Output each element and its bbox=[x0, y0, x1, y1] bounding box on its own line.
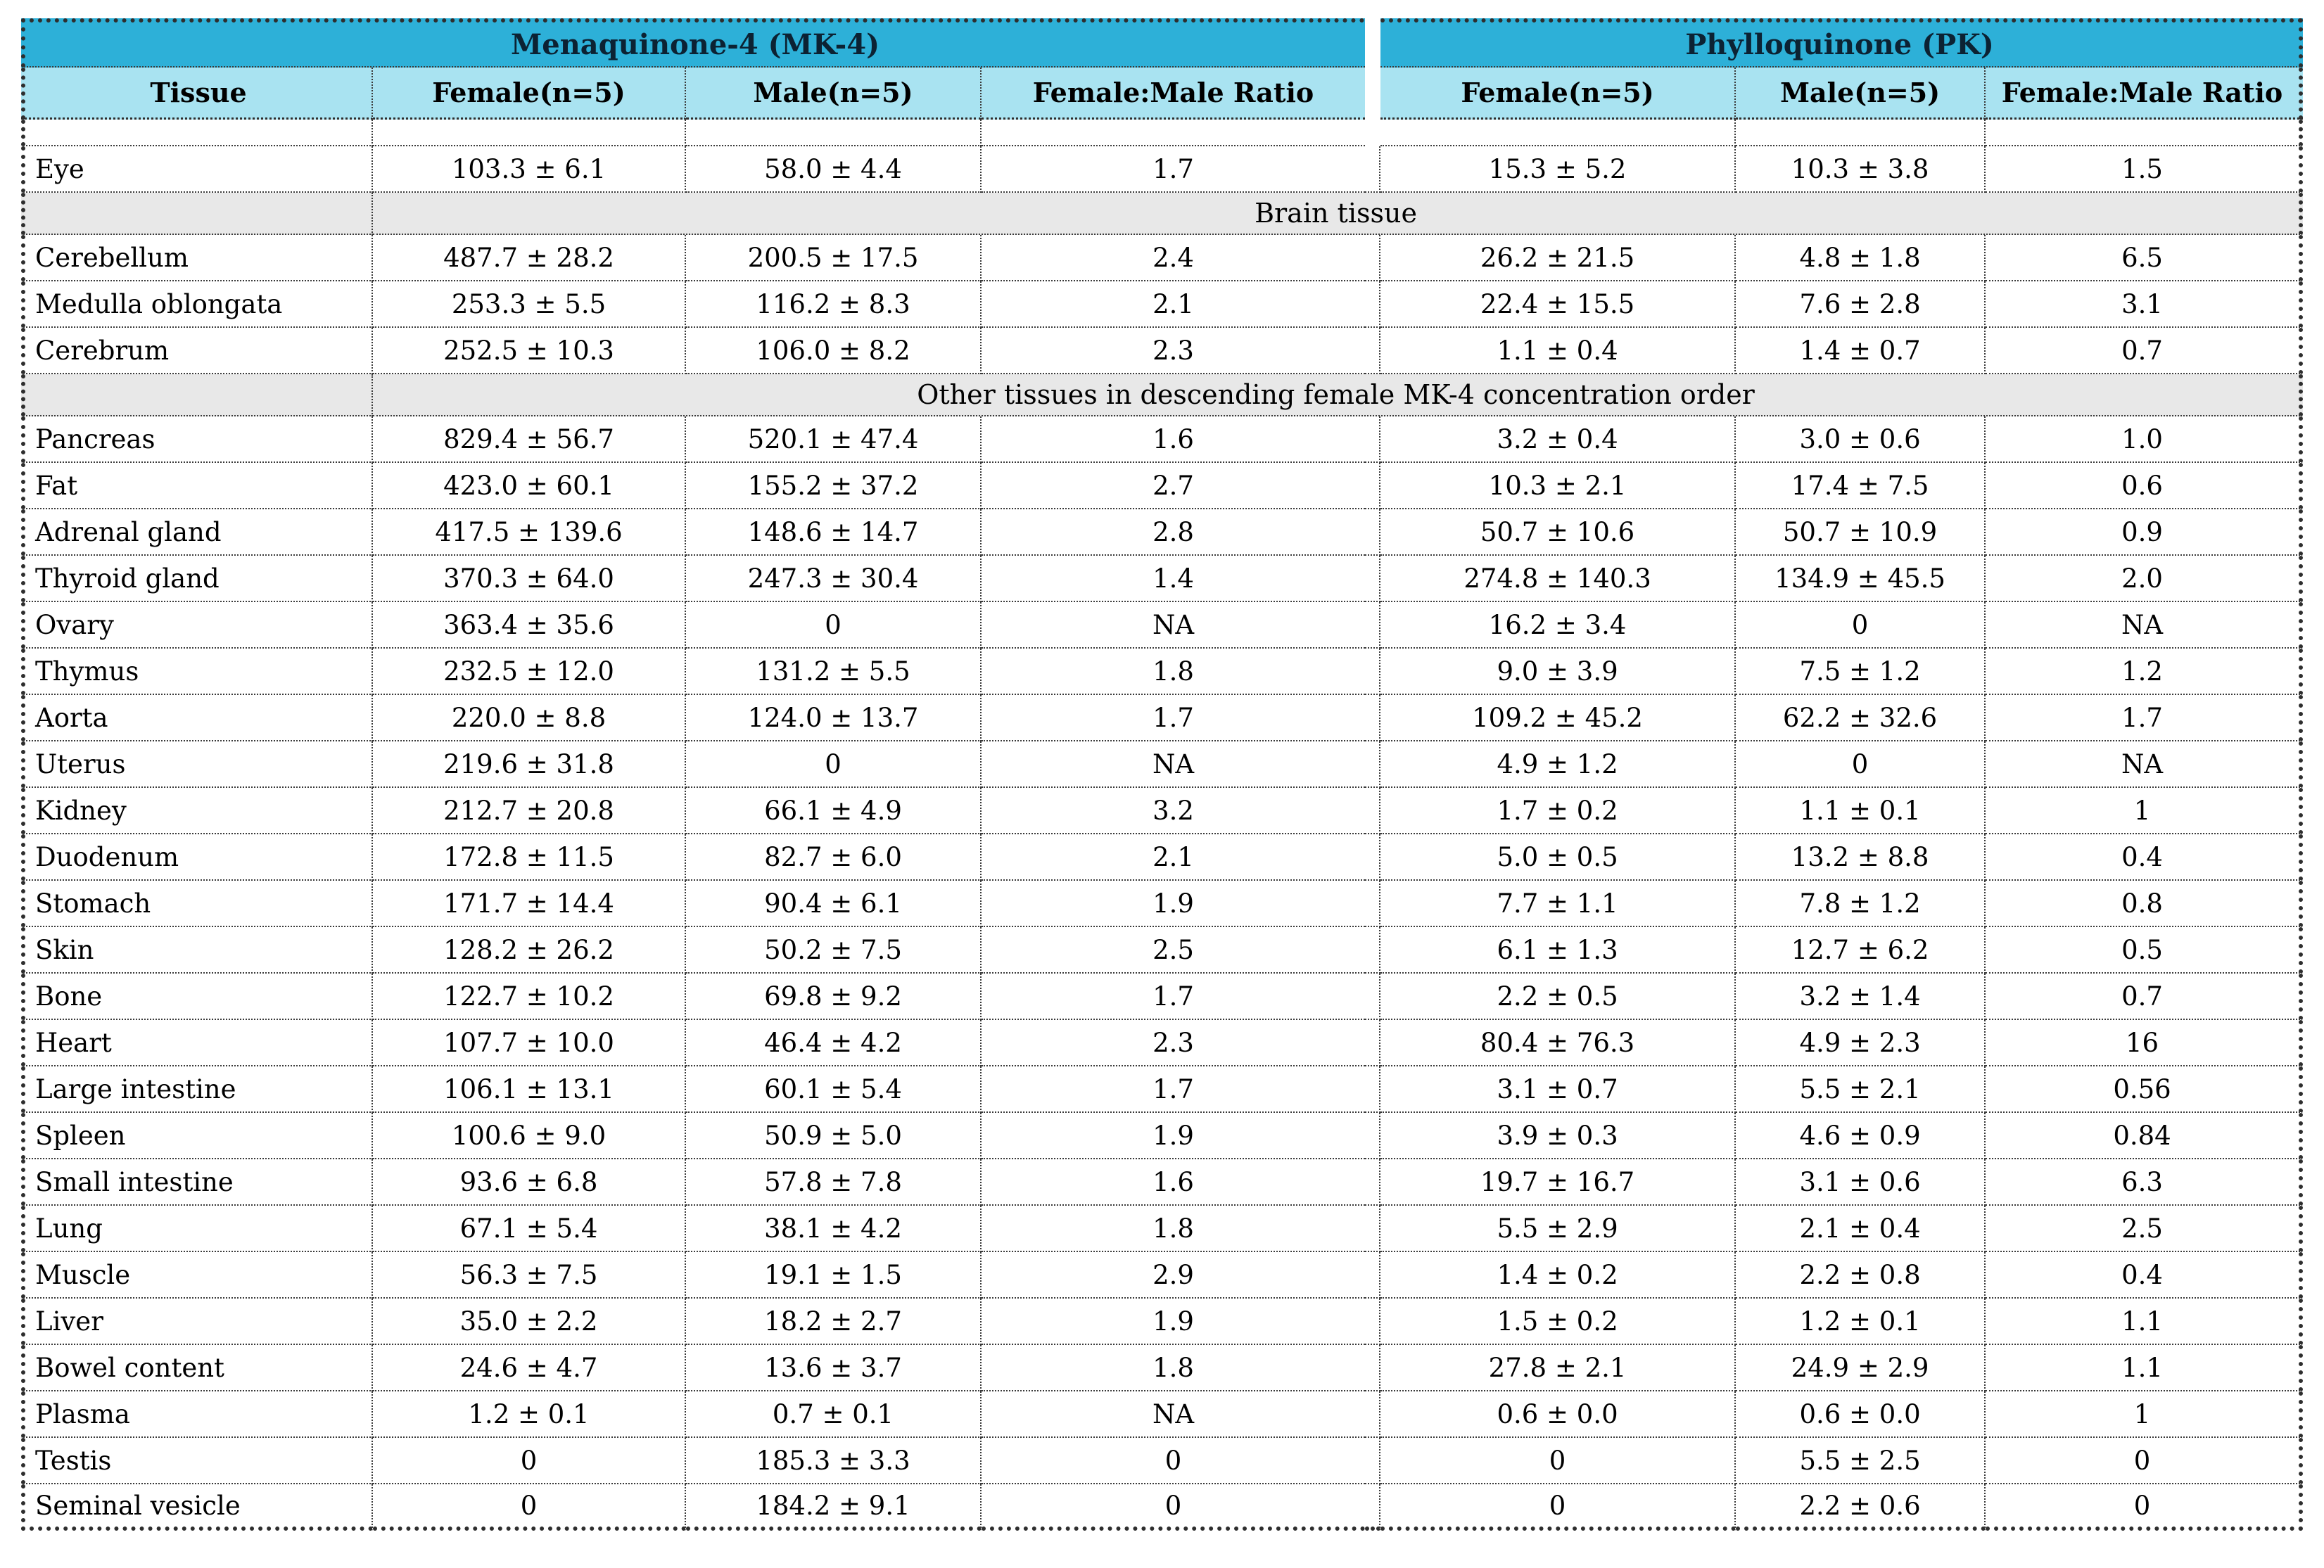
mk4-female-value: 35.0 ± 2.2 bbox=[373, 1299, 686, 1345]
pk-female-value: 6.1 ± 1.3 bbox=[1380, 927, 1736, 974]
table-row bbox=[21, 509, 2303, 556]
gap-cell bbox=[1365, 146, 1380, 193]
table-row bbox=[21, 556, 2303, 602]
mk4-ratio-value: 2.3 bbox=[982, 1020, 1365, 1066]
pk-male-value: 10.3 ± 3.8 bbox=[1736, 146, 1986, 193]
pk-male-value: 2.2 ± 0.8 bbox=[1736, 1252, 1986, 1299]
mk4-ratio-value: 1.8 bbox=[982, 1206, 1365, 1252]
pk-female-value: 22.4 ± 15.5 bbox=[1380, 281, 1736, 328]
tissue-name: Uterus bbox=[21, 741, 373, 788]
pk-female-value: 0.6 ± 0.0 bbox=[1380, 1391, 1736, 1438]
table-row bbox=[21, 1066, 2303, 1113]
mk4-female-value: 252.5 ± 10.3 bbox=[373, 328, 686, 374]
spacer-row bbox=[21, 120, 2303, 146]
mk4-female-value: 107.7 ± 10.0 bbox=[373, 1020, 686, 1066]
mk4-female-value: 103.3 ± 6.1 bbox=[373, 146, 686, 193]
gap-cell bbox=[1365, 602, 1380, 649]
gap-cell bbox=[1365, 1206, 1380, 1252]
table-row bbox=[21, 927, 2303, 974]
column-header-mk4-male: Male(n=5) bbox=[686, 68, 982, 120]
pk-female-value: 1.5 ± 0.2 bbox=[1380, 1299, 1736, 1345]
pk-female-value: 19.7 ± 16.7 bbox=[1380, 1159, 1736, 1206]
tissue-name: Lung bbox=[21, 1206, 373, 1252]
tissue-name: Cerebellum bbox=[21, 235, 373, 281]
tissue-name: Fat bbox=[21, 463, 373, 509]
pk-ratio-value: 3.1 bbox=[1986, 281, 2303, 328]
pk-ratio-value: 0.84 bbox=[1986, 1113, 2303, 1159]
pk-male-value: 0 bbox=[1736, 602, 1986, 649]
pk-female-value: 80.4 ± 76.3 bbox=[1380, 1020, 1736, 1066]
table-row bbox=[21, 1113, 2303, 1159]
column-header-pk-female: Female(n=5) bbox=[1380, 68, 1736, 120]
tissue-name: Testis bbox=[21, 1438, 373, 1484]
pk-male-value: 3.1 ± 0.6 bbox=[1736, 1159, 1986, 1206]
mk4-female-value: 487.7 ± 28.2 bbox=[373, 235, 686, 281]
pk-ratio-value: 0.8 bbox=[1986, 881, 2303, 927]
pk-male-value: 7.6 ± 2.8 bbox=[1736, 281, 1986, 328]
pk-male-value: 3.0 ± 0.6 bbox=[1736, 416, 1986, 463]
gap-cell bbox=[1365, 881, 1380, 927]
gap-cell bbox=[1365, 1066, 1380, 1113]
gap-cell bbox=[1365, 509, 1380, 556]
pk-male-value: 4.9 ± 2.3 bbox=[1736, 1020, 1986, 1066]
mk4-ratio-value: 1.6 bbox=[982, 416, 1365, 463]
mk4-female-value: 0 bbox=[373, 1484, 686, 1531]
pk-ratio-value: 0 bbox=[1986, 1484, 2303, 1531]
tissue-name: Adrenal gland bbox=[21, 509, 373, 556]
mk4-female-value: 0 bbox=[373, 1438, 686, 1484]
group-header-pk: Phylloquinone (PK) bbox=[1380, 18, 2303, 68]
pk-ratio-value: 0.56 bbox=[1986, 1066, 2303, 1113]
mk4-male-value: 69.8 ± 9.2 bbox=[686, 974, 982, 1020]
pk-male-value: 50.7 ± 10.9 bbox=[1736, 509, 1986, 556]
mk4-ratio-value: NA bbox=[982, 741, 1365, 788]
pk-female-value: 109.2 ± 45.2 bbox=[1380, 695, 1736, 741]
gap-cell bbox=[1365, 741, 1380, 788]
mk4-male-value: 0 bbox=[686, 741, 982, 788]
pk-female-value: 3.9 ± 0.3 bbox=[1380, 1113, 1736, 1159]
mk4-female-value: 172.8 ± 11.5 bbox=[373, 834, 686, 881]
pk-female-value: 9.0 ± 3.9 bbox=[1380, 649, 1736, 695]
mk4-male-value: 0.7 ± 0.1 bbox=[686, 1391, 982, 1438]
mk4-male-value: 155.2 ± 37.2 bbox=[686, 463, 982, 509]
pk-female-value: 1.4 ± 0.2 bbox=[1380, 1252, 1736, 1299]
mk4-ratio-value: 2.3 bbox=[982, 328, 1365, 374]
mk4-ratio-value: 2.7 bbox=[982, 463, 1365, 509]
pk-ratio-value: 0.9 bbox=[1986, 509, 2303, 556]
table-row bbox=[21, 1159, 2303, 1206]
mk4-male-value: 50.9 ± 5.0 bbox=[686, 1113, 982, 1159]
table-row bbox=[21, 974, 2303, 1020]
table-row bbox=[21, 146, 2303, 193]
gap-cell bbox=[1365, 788, 1380, 834]
pk-ratio-value: 0.4 bbox=[1986, 834, 2303, 881]
mk4-ratio-value: 1.7 bbox=[982, 695, 1365, 741]
spacer-cell bbox=[686, 120, 982, 146]
pk-ratio-value: 1.1 bbox=[1986, 1345, 2303, 1391]
tissue-name: Duodenum bbox=[21, 834, 373, 881]
gap-cell bbox=[1365, 834, 1380, 881]
gap-cell bbox=[1365, 1299, 1380, 1345]
table-row bbox=[21, 695, 2303, 741]
spacer-cell bbox=[1736, 120, 1986, 146]
mk4-male-value: 19.1 ± 1.5 bbox=[686, 1252, 982, 1299]
pk-male-value: 17.4 ± 7.5 bbox=[1736, 463, 1986, 509]
mk4-female-value: 67.1 ± 5.4 bbox=[373, 1206, 686, 1252]
pk-ratio-value: 0.6 bbox=[1986, 463, 2303, 509]
mk4-female-value: 423.0 ± 60.1 bbox=[373, 463, 686, 509]
gap-cell bbox=[1365, 1020, 1380, 1066]
gap-cell bbox=[1365, 1113, 1380, 1159]
mk4-female-value: 370.3 ± 64.0 bbox=[373, 556, 686, 602]
pk-female-value: 4.9 ± 1.2 bbox=[1380, 741, 1736, 788]
mk4-male-value: 124.0 ± 13.7 bbox=[686, 695, 982, 741]
pk-male-value: 5.5 ± 2.5 bbox=[1736, 1438, 1986, 1484]
table-row bbox=[21, 881, 2303, 927]
mk4-male-value: 116.2 ± 8.3 bbox=[686, 281, 982, 328]
table-row bbox=[21, 328, 2303, 374]
tissue-name: Muscle bbox=[21, 1252, 373, 1299]
pk-ratio-value: 2.5 bbox=[1986, 1206, 2303, 1252]
column-header-row bbox=[21, 68, 2303, 120]
tissue-vitamin-k-table bbox=[21, 18, 2303, 1531]
gap-cell bbox=[1365, 1438, 1380, 1484]
tissue-name: Eye bbox=[21, 146, 373, 193]
gap-cell bbox=[1365, 281, 1380, 328]
table-row bbox=[21, 1206, 2303, 1252]
mk4-female-value: 56.3 ± 7.5 bbox=[373, 1252, 686, 1299]
mk4-male-value: 106.0 ± 8.2 bbox=[686, 328, 982, 374]
mk4-male-value: 18.2 ± 2.7 bbox=[686, 1299, 982, 1345]
mk4-female-value: 122.7 ± 10.2 bbox=[373, 974, 686, 1020]
pk-ratio-value: 6.3 bbox=[1986, 1159, 2303, 1206]
pk-ratio-value: 0 bbox=[1986, 1438, 2303, 1484]
tissue-name: Bowel content bbox=[21, 1345, 373, 1391]
mk4-ratio-value: NA bbox=[982, 602, 1365, 649]
pk-female-value: 27.8 ± 2.1 bbox=[1380, 1345, 1736, 1391]
tissue-name: Small intestine bbox=[21, 1159, 373, 1206]
gap-cell bbox=[1365, 974, 1380, 1020]
mk4-male-value: 66.1 ± 4.9 bbox=[686, 788, 982, 834]
group-header-mk4: Menaquinone-4 (MK-4) bbox=[21, 18, 1365, 68]
section-row bbox=[21, 374, 2303, 416]
pk-ratio-value: 0.5 bbox=[1986, 927, 2303, 974]
pk-ratio-value: 2.0 bbox=[1986, 556, 2303, 602]
table-row bbox=[21, 1391, 2303, 1438]
mk4-male-value: 38.1 ± 4.2 bbox=[686, 1206, 982, 1252]
tissue-name: Liver bbox=[21, 1299, 373, 1345]
pk-female-value: 0 bbox=[1380, 1484, 1736, 1531]
pk-male-value: 12.7 ± 6.2 bbox=[1736, 927, 1986, 974]
pk-female-value: 1.7 ± 0.2 bbox=[1380, 788, 1736, 834]
gap-cell bbox=[1365, 695, 1380, 741]
tissue-name: Heart bbox=[21, 1020, 373, 1066]
tissue-name: Skin bbox=[21, 927, 373, 974]
table-row bbox=[21, 741, 2303, 788]
pk-ratio-value: 0.7 bbox=[1986, 974, 2303, 1020]
pk-ratio-value: 1.1 bbox=[1986, 1299, 2303, 1345]
gap-cell bbox=[1365, 328, 1380, 374]
tissue-name: Seminal vesicle bbox=[21, 1484, 373, 1531]
mk4-ratio-value: 1.6 bbox=[982, 1159, 1365, 1206]
tissue-name: Pancreas bbox=[21, 416, 373, 463]
mk4-ratio-value: 1.7 bbox=[982, 974, 1365, 1020]
table-row bbox=[21, 1484, 2303, 1531]
pk-female-value: 7.7 ± 1.1 bbox=[1380, 881, 1736, 927]
column-header-pk-ratio: Female:Male Ratio bbox=[1986, 68, 2303, 120]
pk-female-value: 2.2 ± 0.5 bbox=[1380, 974, 1736, 1020]
pk-male-value: 5.5 ± 2.1 bbox=[1736, 1066, 1986, 1113]
pk-female-value: 274.8 ± 140.3 bbox=[1380, 556, 1736, 602]
tissue-name: Aorta bbox=[21, 695, 373, 741]
gap-cell bbox=[1365, 1252, 1380, 1299]
tissue-name: Thyroid gland bbox=[21, 556, 373, 602]
tissue-name: Kidney bbox=[21, 788, 373, 834]
pk-female-value: 1.1 ± 0.4 bbox=[1380, 328, 1736, 374]
table-body bbox=[21, 120, 2303, 1531]
pk-male-value: 62.2 ± 32.6 bbox=[1736, 695, 1986, 741]
column-header-mk4-female: Female(n=5) bbox=[373, 68, 686, 120]
pk-female-value: 50.7 ± 10.6 bbox=[1380, 509, 1736, 556]
pk-female-value: 5.5 ± 2.9 bbox=[1380, 1206, 1736, 1252]
column-header-mk4-ratio: Female:Male Ratio bbox=[982, 68, 1365, 120]
pk-female-value: 5.0 ± 0.5 bbox=[1380, 834, 1736, 881]
pk-ratio-value: NA bbox=[1986, 602, 2303, 649]
tissue-name: Ovary bbox=[21, 602, 373, 649]
mk4-ratio-value: 2.9 bbox=[982, 1252, 1365, 1299]
table-row bbox=[21, 788, 2303, 834]
mk4-ratio-value: 2.1 bbox=[982, 281, 1365, 328]
gap-cell bbox=[1365, 927, 1380, 974]
mk4-ratio-value: 1.7 bbox=[982, 146, 1365, 193]
mk4-male-value: 184.2 ± 9.1 bbox=[686, 1484, 982, 1531]
pk-ratio-value: 1 bbox=[1986, 1391, 2303, 1438]
mk4-male-value: 0 bbox=[686, 602, 982, 649]
mk4-ratio-value: 2.1 bbox=[982, 834, 1365, 881]
gap-cell bbox=[1365, 416, 1380, 463]
section-label: Brain tissue bbox=[373, 193, 2303, 235]
table-row bbox=[21, 1299, 2303, 1345]
gap-cell bbox=[1365, 1484, 1380, 1531]
pk-male-value: 7.8 ± 1.2 bbox=[1736, 881, 1986, 927]
spacer-cell bbox=[982, 120, 1365, 146]
gap-cell bbox=[1365, 649, 1380, 695]
section-lead-cell bbox=[21, 193, 373, 235]
pk-ratio-value: 0.7 bbox=[1986, 328, 2303, 374]
mk4-ratio-value: 1.4 bbox=[982, 556, 1365, 602]
pk-male-value: 3.2 ± 1.4 bbox=[1736, 974, 1986, 1020]
section-row bbox=[21, 193, 2303, 235]
header-gap bbox=[1365, 68, 1380, 120]
table-row bbox=[21, 235, 2303, 281]
section-lead-cell bbox=[21, 374, 373, 416]
spacer-cell bbox=[1986, 120, 2303, 146]
pk-female-value: 0 bbox=[1380, 1438, 1736, 1484]
pk-female-value: 3.1 ± 0.7 bbox=[1380, 1066, 1736, 1113]
group-header-row bbox=[21, 18, 2303, 68]
mk4-male-value: 57.8 ± 7.8 bbox=[686, 1159, 982, 1206]
pk-male-value: 24.9 ± 2.9 bbox=[1736, 1345, 1986, 1391]
pk-male-value: 1.4 ± 0.7 bbox=[1736, 328, 1986, 374]
mk4-ratio-value: 1.8 bbox=[982, 1345, 1365, 1391]
table-row bbox=[21, 649, 2303, 695]
mk4-female-value: 171.7 ± 14.4 bbox=[373, 881, 686, 927]
mk4-ratio-value: 1.8 bbox=[982, 649, 1365, 695]
pk-ratio-value: 6.5 bbox=[1986, 235, 2303, 281]
mk4-male-value: 247.3 ± 30.4 bbox=[686, 556, 982, 602]
mk4-female-value: 253.3 ± 5.5 bbox=[373, 281, 686, 328]
mk4-female-value: 232.5 ± 12.0 bbox=[373, 649, 686, 695]
pk-female-value: 26.2 ± 21.5 bbox=[1380, 235, 1736, 281]
pk-male-value: 134.9 ± 45.5 bbox=[1736, 556, 1986, 602]
tissue-name: Spleen bbox=[21, 1113, 373, 1159]
mk4-male-value: 13.6 ± 3.7 bbox=[686, 1345, 982, 1391]
gap-cell bbox=[1365, 1391, 1380, 1438]
pk-male-value: 1.1 ± 0.1 bbox=[1736, 788, 1986, 834]
section-label: Other tissues in descending female MK-4 concentration order bbox=[373, 374, 2303, 416]
gap-cell bbox=[1365, 1159, 1380, 1206]
mk4-male-value: 46.4 ± 4.2 bbox=[686, 1020, 982, 1066]
table-row bbox=[21, 1345, 2303, 1391]
table-row bbox=[21, 281, 2303, 328]
tissue-name: Bone bbox=[21, 974, 373, 1020]
table-row bbox=[21, 834, 2303, 881]
gap-cell bbox=[1365, 463, 1380, 509]
tissue-name: Large intestine bbox=[21, 1066, 373, 1113]
mk4-female-value: 219.6 ± 31.8 bbox=[373, 741, 686, 788]
mk4-female-value: 24.6 ± 4.7 bbox=[373, 1345, 686, 1391]
mk4-female-value: 220.0 ± 8.8 bbox=[373, 695, 686, 741]
pk-male-value: 7.5 ± 1.2 bbox=[1736, 649, 1986, 695]
tissue-name: Cerebrum bbox=[21, 328, 373, 374]
header-gap bbox=[1365, 18, 1380, 68]
table-row bbox=[21, 463, 2303, 509]
mk4-ratio-value: NA bbox=[982, 1391, 1365, 1438]
mk4-male-value: 90.4 ± 6.1 bbox=[686, 881, 982, 927]
mk4-ratio-value: 0 bbox=[982, 1438, 1365, 1484]
mk4-ratio-value: 3.2 bbox=[982, 788, 1365, 834]
pk-male-value: 4.6 ± 0.9 bbox=[1736, 1113, 1986, 1159]
mk4-female-value: 100.6 ± 9.0 bbox=[373, 1113, 686, 1159]
mk4-ratio-value: 1.9 bbox=[982, 1113, 1365, 1159]
table-row bbox=[21, 1020, 2303, 1066]
table-row bbox=[21, 1438, 2303, 1484]
mk4-ratio-value: 2.8 bbox=[982, 509, 1365, 556]
pk-male-value: 0.6 ± 0.0 bbox=[1736, 1391, 1986, 1438]
tissue-name: Plasma bbox=[21, 1391, 373, 1438]
pk-ratio-value: 1 bbox=[1986, 788, 2303, 834]
pk-ratio-value: 1.7 bbox=[1986, 695, 2303, 741]
mk4-ratio-value: 2.4 bbox=[982, 235, 1365, 281]
tissue-name: Stomach bbox=[21, 881, 373, 927]
column-header-pk-male: Male(n=5) bbox=[1736, 68, 1986, 120]
mk4-ratio-value: 2.5 bbox=[982, 927, 1365, 974]
pk-female-value: 3.2 ± 0.4 bbox=[1380, 416, 1736, 463]
pk-female-value: 15.3 ± 5.2 bbox=[1380, 146, 1736, 193]
mk4-female-value: 212.7 ± 20.8 bbox=[373, 788, 686, 834]
mk4-male-value: 50.2 ± 7.5 bbox=[686, 927, 982, 974]
tissue-name: Thymus bbox=[21, 649, 373, 695]
mk4-female-value: 93.6 ± 6.8 bbox=[373, 1159, 686, 1206]
mk4-male-value: 200.5 ± 17.5 bbox=[686, 235, 982, 281]
pk-ratio-value: 16 bbox=[1986, 1020, 2303, 1066]
pk-ratio-value: 1.2 bbox=[1986, 649, 2303, 695]
pk-ratio-value: NA bbox=[1986, 741, 2303, 788]
mk4-male-value: 82.7 ± 6.0 bbox=[686, 834, 982, 881]
mk4-ratio-value: 1.7 bbox=[982, 1066, 1365, 1113]
pk-ratio-value: 1.5 bbox=[1986, 146, 2303, 193]
pk-male-value: 1.2 ± 0.1 bbox=[1736, 1299, 1986, 1345]
table-row bbox=[21, 416, 2303, 463]
pk-male-value: 4.8 ± 1.8 bbox=[1736, 235, 1986, 281]
mk4-ratio-value: 0 bbox=[982, 1484, 1365, 1531]
mk4-ratio-value: 1.9 bbox=[982, 1299, 1365, 1345]
mk4-female-value: 1.2 ± 0.1 bbox=[373, 1391, 686, 1438]
pk-male-value: 0 bbox=[1736, 741, 1986, 788]
mk4-male-value: 148.6 ± 14.7 bbox=[686, 509, 982, 556]
tissue-name: Medulla oblongata bbox=[21, 281, 373, 328]
column-header-tissue: Tissue bbox=[21, 68, 373, 120]
pk-female-value: 16.2 ± 3.4 bbox=[1380, 602, 1736, 649]
mk4-female-value: 829.4 ± 56.7 bbox=[373, 416, 686, 463]
spacer-cell bbox=[373, 120, 686, 146]
gap-cell bbox=[1365, 235, 1380, 281]
table-row bbox=[21, 602, 2303, 649]
gap-cell bbox=[1365, 1345, 1380, 1391]
pk-male-value: 2.1 ± 0.4 bbox=[1736, 1206, 1986, 1252]
pk-female-value: 10.3 ± 2.1 bbox=[1380, 463, 1736, 509]
mk4-male-value: 131.2 ± 5.5 bbox=[686, 649, 982, 695]
spacer-cell bbox=[21, 120, 373, 146]
pk-ratio-value: 0.4 bbox=[1986, 1252, 2303, 1299]
table-row bbox=[21, 1252, 2303, 1299]
mk4-male-value: 60.1 ± 5.4 bbox=[686, 1066, 982, 1113]
mk4-female-value: 363.4 ± 35.6 bbox=[373, 602, 686, 649]
pk-male-value: 13.2 ± 8.8 bbox=[1736, 834, 1986, 881]
mk4-male-value: 185.3 ± 3.3 bbox=[686, 1438, 982, 1484]
mk4-male-value: 58.0 ± 4.4 bbox=[686, 146, 982, 193]
gap-cell bbox=[1365, 556, 1380, 602]
gap-cell bbox=[1365, 120, 1380, 146]
mk4-female-value: 128.2 ± 26.2 bbox=[373, 927, 686, 974]
pk-male-value: 2.2 ± 0.6 bbox=[1736, 1484, 1986, 1531]
mk4-female-value: 106.1 ± 13.1 bbox=[373, 1066, 686, 1113]
mk4-female-value: 417.5 ± 139.6 bbox=[373, 509, 686, 556]
mk4-male-value: 520.1 ± 47.4 bbox=[686, 416, 982, 463]
spacer-cell bbox=[1380, 120, 1736, 146]
pk-ratio-value: 1.0 bbox=[1986, 416, 2303, 463]
mk4-ratio-value: 1.9 bbox=[982, 881, 1365, 927]
